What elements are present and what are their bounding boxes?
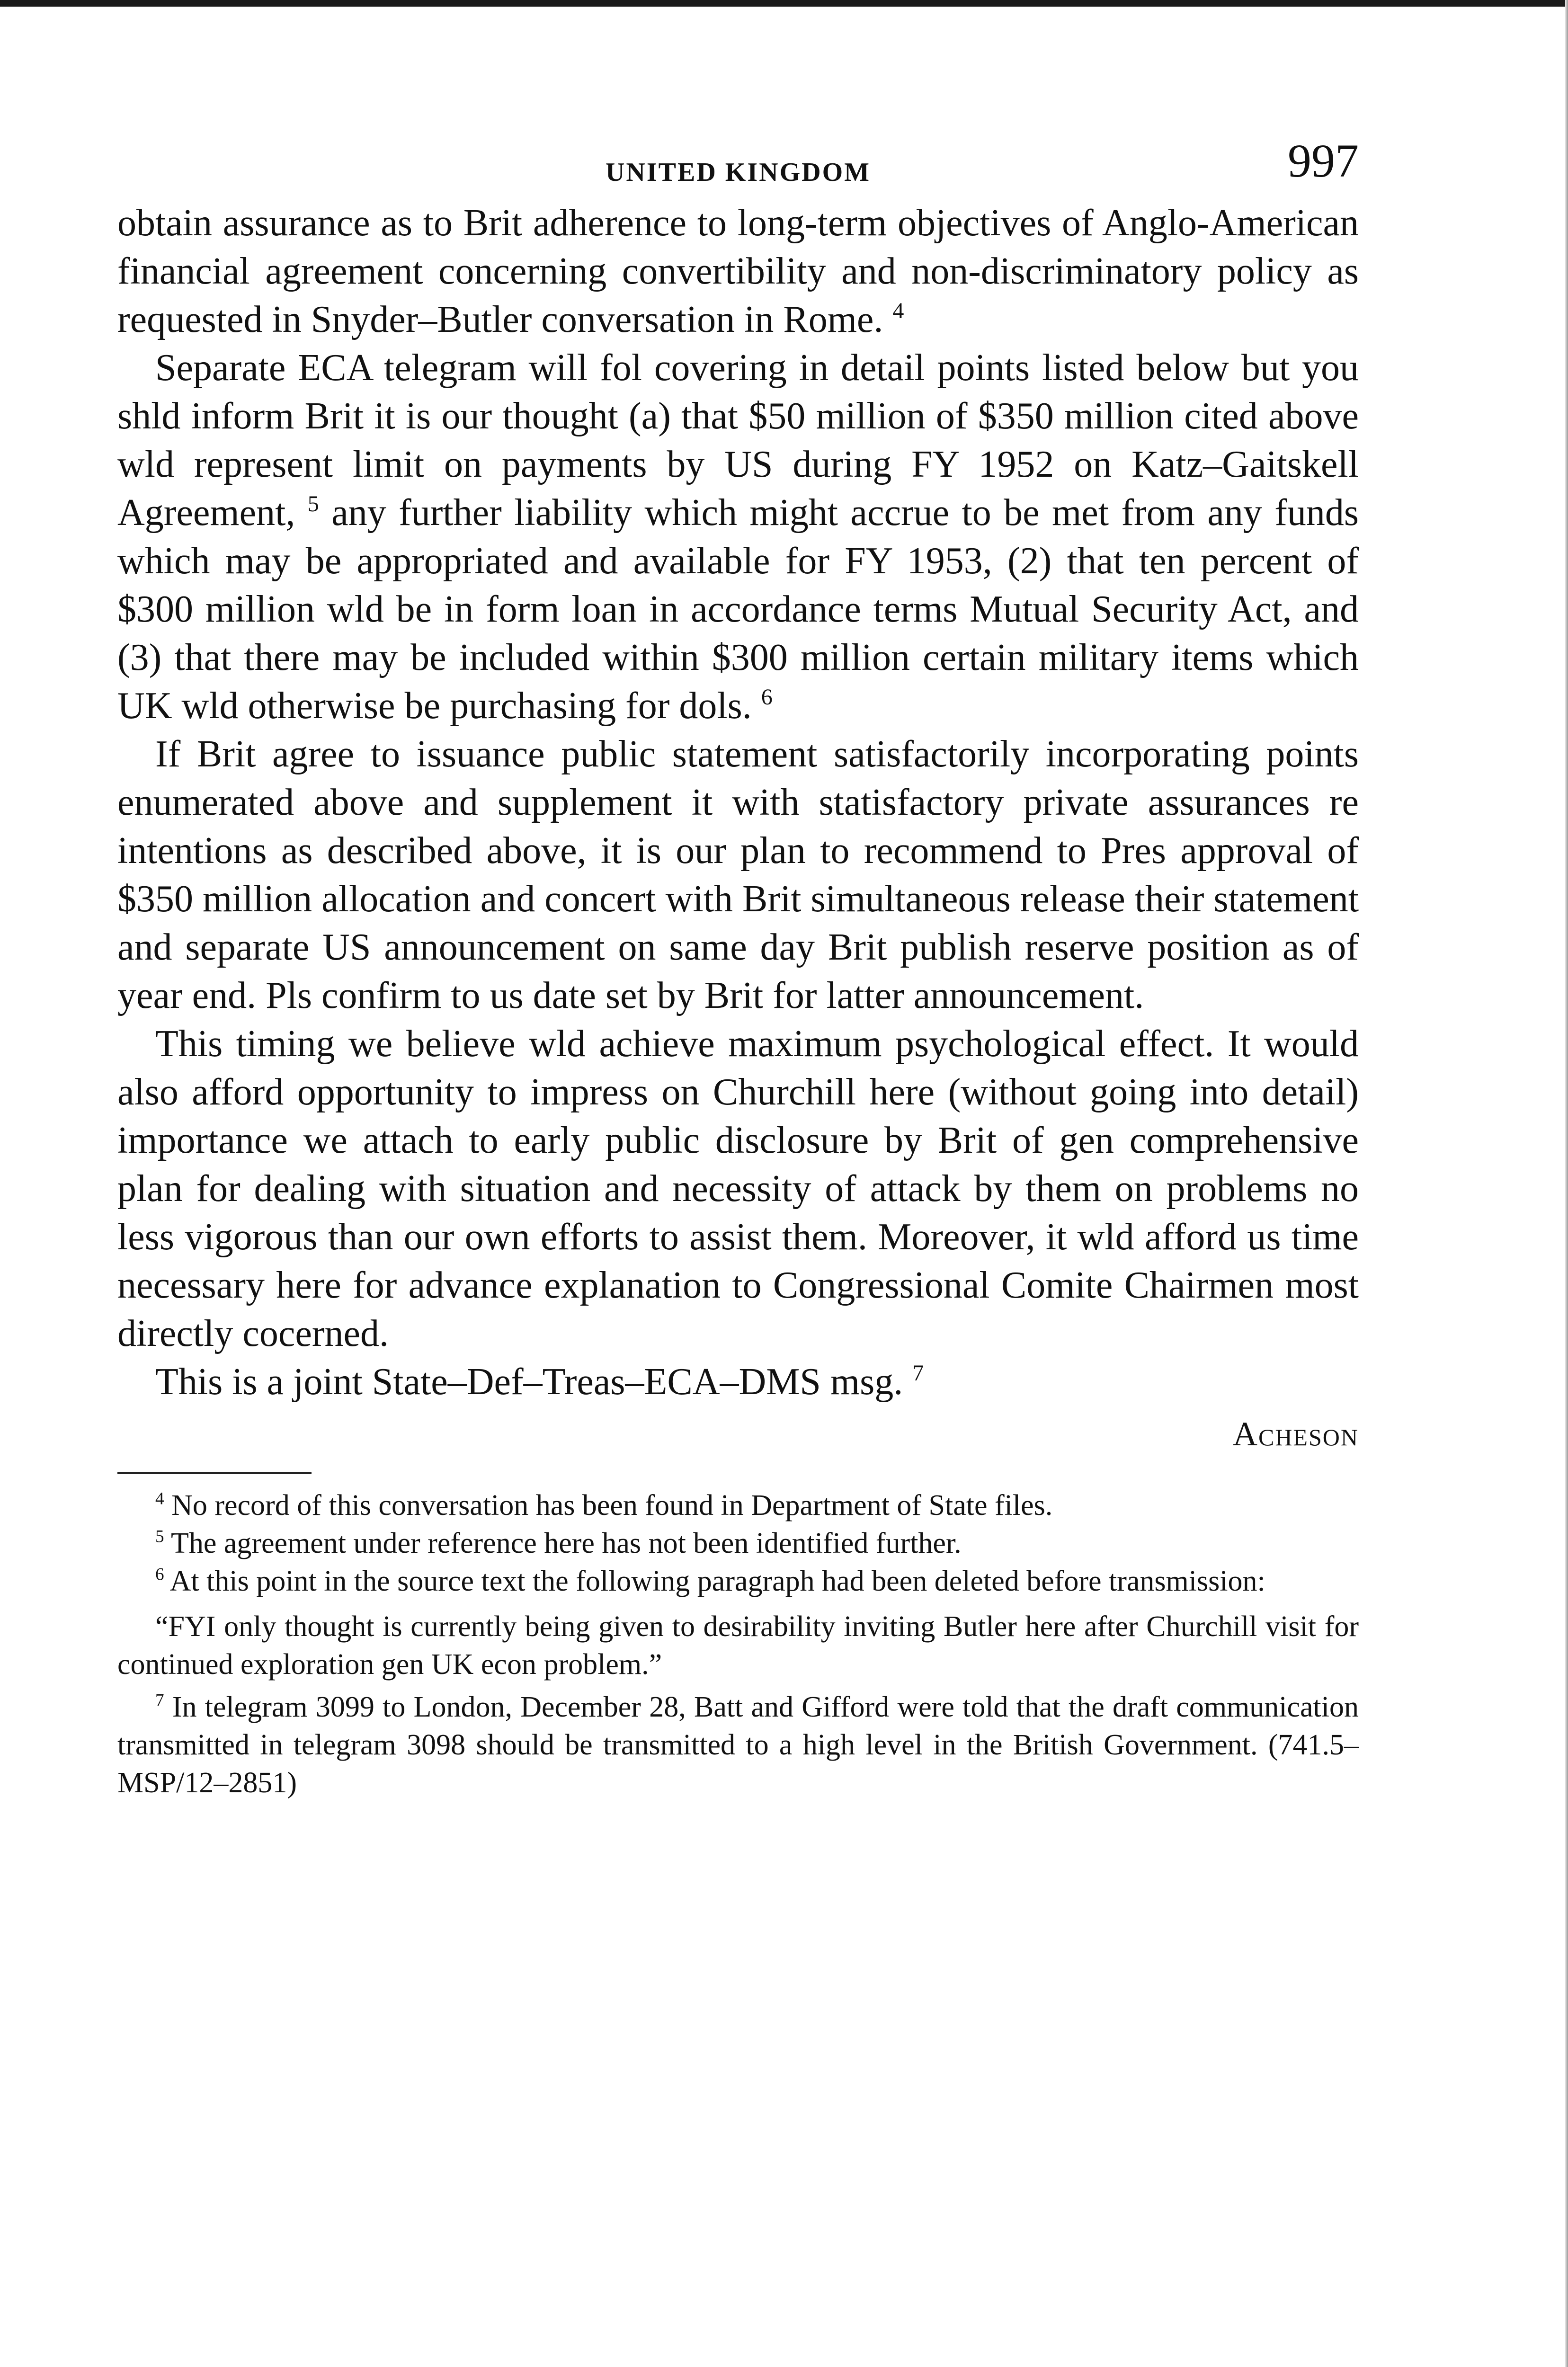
paragraph-5-text: This is a joint State–Def–Treas–ECA–DMS msg. — [155, 1361, 913, 1403]
footnote-ref-6: 6 — [761, 685, 773, 710]
footnote-divider — [117, 1472, 312, 1474]
scan-top-border — [0, 0, 1568, 7]
paragraph-3: If Brit agree to issuance public statement satisfactorily incorporating points enumerated above and supplement it with statisfactory private assurances re intentions as described above, it is our plan to recommend to Pres approval of $350 million allocation and concert with Brit simultaneous release their statement and separate US announcement on same day Brit publish reserve position as of year end. Pls confirm to us date set by Brit for latter announcement. — [117, 733, 1359, 1016]
document-page — [117, 128, 1359, 1802]
footnote-marker: 7 — [155, 1691, 164, 1710]
footnote-6-quote — [117, 1608, 1359, 1683]
footnote-marker: 5 — [155, 1527, 164, 1547]
footnote-ref-4: 4 — [892, 298, 904, 324]
running-title: UNITED KINGDOM — [605, 158, 871, 187]
footnote-text: In telegram 3099 to London, December 28, Batt and Gifford were told that the draft communication transmitted in telegram 3098 should be transmitted to a high level in the British Government. (741.5–MSP/12–2851) — [117, 1691, 1359, 1799]
scan-right-border — [1565, 0, 1568, 2367]
paragraph-2-text-b: any further liability which might accrue to be met from any funds which may be appropriated and available for FY 1953, (2) that ten percent of $300 million wld be in form loan in accordance terms Mutual Security Act, and (3) that there may be included within $300 million certain military items which UK wld otherwise be purchasing for dols. — [117, 492, 1359, 727]
footnote-marker: 6 — [155, 1565, 164, 1584]
footnote-6 — [117, 1562, 1359, 1600]
page-number: 997 — [1288, 134, 1359, 187]
paragraph-5 — [117, 1358, 1359, 1406]
paragraph-2-text-a: Separate ECA telegram will fol covering in detail points listed below but you shld inform Brit it is our thought (a) that $50 million of $350 million cited above wld represent limit on payments by US during FY 1952 on Katz–Gaitskell Agreement, — [117, 347, 1359, 534]
signature: Acheson — [1232, 1415, 1359, 1453]
footnote-4 — [117, 1486, 1359, 1524]
telegram-body — [117, 199, 1359, 1454]
footnotes — [117, 1486, 1359, 1802]
footnote-marker: 4 — [155, 1489, 164, 1509]
footnote-5 — [117, 1524, 1359, 1562]
footnote-quote-text: “FYI only thought is currently being given to desirability inviting Butler here after Churchill visit for continued exploration gen UK econ problem.” — [117, 1611, 1359, 1681]
footnote-7 — [117, 1688, 1359, 1802]
paragraph-2 — [117, 344, 1359, 730]
paragraph-4: This timing we believe wld achieve maximum psychological effect. It would also afford opportunity to impress on Churchill here (without going into detail) importance we attach to early public disclosure by Brit of gen comprehensive plan for dealing with situation and necessity of attack by them on problems no less vigorous than our own efforts to assist them. Moreover, it wld afford us time necessary here for advance explanation to Congressional Comite Chairmen most directly cocerned. — [117, 1023, 1359, 1354]
footnote-text: No record of this conversation has been found in Department of State files. — [164, 1489, 1053, 1522]
footnote-text: At this point in the source text the following paragraph had been deleted before transmission: — [164, 1565, 1265, 1597]
footnote-ref-7: 7 — [912, 1361, 924, 1386]
paragraph-1-text: obtain assurance as to Brit adherence to long-term objectives of Anglo-American financial agreement concerning convertibility and non-discriminatory policy as requested in Snyder–Butler conversation in Rome. — [117, 202, 1359, 340]
paragraph-1 — [117, 199, 1359, 344]
footnote-ref-5: 5 — [307, 491, 319, 517]
footnote-text: The agreement under reference here has not been identified further. — [164, 1527, 962, 1559]
running-header — [117, 128, 1359, 199]
